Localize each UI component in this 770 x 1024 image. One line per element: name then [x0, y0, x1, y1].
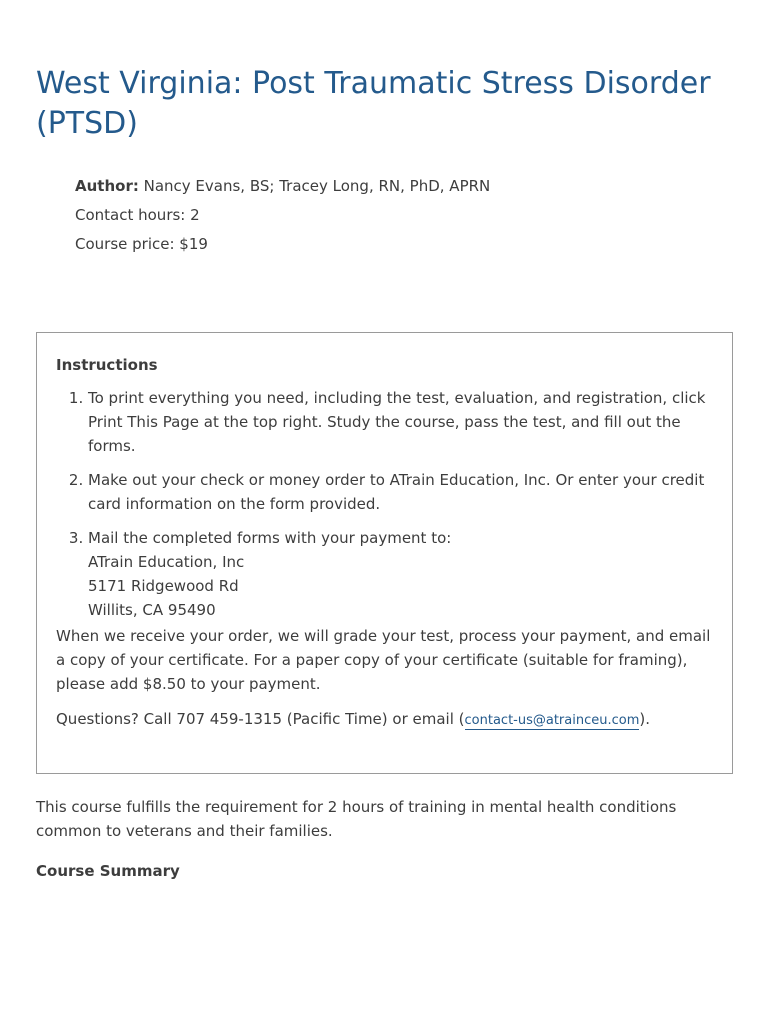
contact-hours: Contact hours: 2: [75, 206, 200, 224]
page-title: West Virginia: Post Traumatic Stress Disorder (PTSD): [36, 66, 711, 141]
course-summary-heading: Course Summary: [36, 862, 180, 880]
questions-line: [56, 707, 712, 733]
instructions-heading: Instructions: [56, 356, 158, 374]
instructions-box: [36, 332, 733, 774]
course-price: Course price: $19: [75, 235, 208, 253]
author-label: Author:: [75, 177, 139, 195]
address-line-3: Willits, CA 95490: [88, 601, 216, 619]
address-line-2: 5171 Ridgewood Rd: [88, 577, 239, 595]
author-line: [75, 172, 490, 201]
course-meta: [75, 172, 490, 259]
questions-suffix: ).: [639, 710, 650, 728]
address-line-1: ATrain Education, Inc: [88, 553, 245, 571]
contact-email-link[interactable]: contact-us@atrainceu.com: [464, 713, 640, 728]
questions-prefix: Questions? Call 707 459-1315 (Pacific Time) or email (: [56, 710, 465, 728]
step-item: [88, 468, 712, 516]
receive-note: When we receive your order, we will grade your test, process your payment, and email a copy of your certificate. For a paper copy of your certificate (suitable for framing), please add $8.50 to your payment.: [56, 627, 711, 693]
instructions-steps: [56, 386, 712, 622]
step-text: Make out your check or money order to ATrain Education, Inc. Or enter your credit card information on the form provided.: [88, 471, 705, 513]
step-text: To print everything you need, including the test, evaluation, and registration, click Print This Page at the top right. Study the course, pass the test, and fill out the forms.: [88, 389, 706, 455]
step-item: [88, 386, 712, 458]
step-text: Mail the completed forms with your payment to:: [88, 529, 452, 547]
author-value: Nancy Evans, BS; Tracey Long, RN, PhD, APRN: [143, 177, 491, 195]
step-item: [88, 526, 712, 622]
fulfills-text: This course fulfills the requirement for 2 hours of training in mental health conditions common to veterans and their families.: [36, 798, 677, 840]
